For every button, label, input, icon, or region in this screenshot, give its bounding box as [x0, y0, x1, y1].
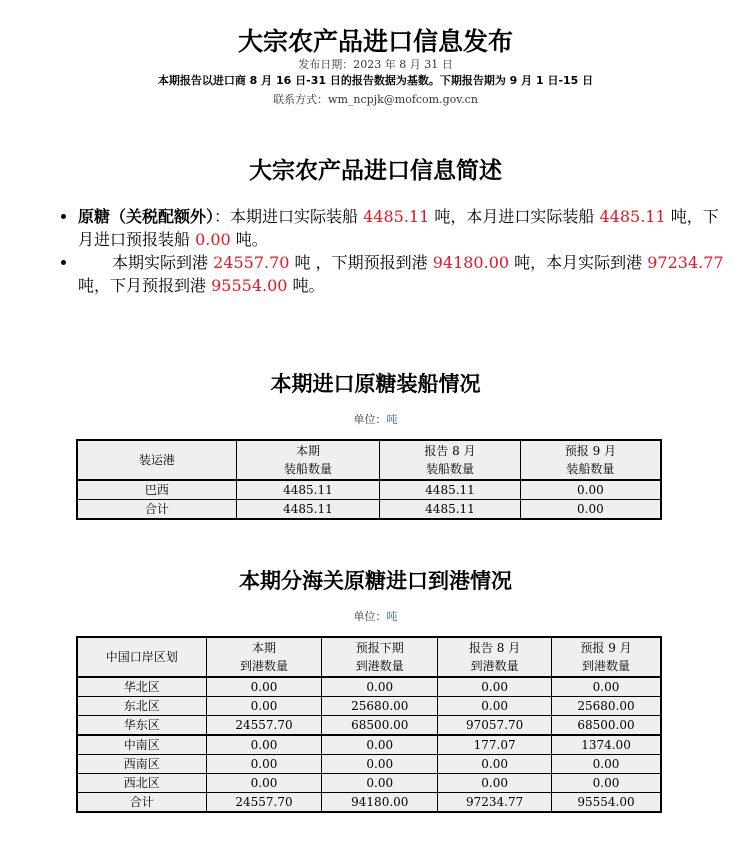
column-header-line: 本期 — [295, 444, 320, 458]
cell-value: 0.00 — [552, 677, 661, 697]
table-header-row — [77, 637, 661, 677]
cell-value: 4485.11 — [380, 480, 521, 500]
cell-value: 4485.11 — [236, 480, 380, 500]
shipping-table-title: 本期进口原糖装船情况 — [270, 372, 481, 396]
contact-info: 联系方式：wm_ncpjk@mofcom.gov.cn — [273, 93, 478, 106]
cell-value: 24557.70 — [206, 716, 322, 736]
report-period-notice: 本期报告以进口商 8 月 16 日-31 日的报告数据为基数。下期报告期为 9 月 1 日-15 日 — [157, 74, 594, 87]
cell-value: 0.00 — [520, 480, 661, 500]
column-header-line: 到港数量 — [582, 659, 631, 673]
row-label: 中南区 — [77, 735, 206, 755]
row-label: 华北区 — [77, 677, 206, 697]
arrival-table-title: 本期分海关原糖进口到港情况 — [239, 569, 512, 593]
publish-date: 发布日期：2023 年 8 月 31 日 — [298, 58, 453, 71]
cell-value: 25680.00 — [322, 697, 438, 716]
cell-value: 4485.11 — [380, 500, 521, 520]
cell-value: 0.00 — [206, 677, 322, 697]
column-header-line: 中国口岸区划 — [105, 650, 178, 664]
row-label: 西南区 — [77, 755, 206, 774]
cell-value: 0.00 — [206, 735, 322, 755]
column-header-line: 本期 — [251, 641, 276, 655]
column-header — [322, 637, 438, 677]
column-header-line: 预报 9 月 — [564, 444, 617, 458]
row-label: 东北区 — [77, 697, 206, 716]
cell-value: 0.00 — [206, 755, 322, 774]
cell-value: 97234.77 — [438, 793, 552, 813]
cell-value: 177.07 — [438, 735, 552, 755]
cell-value: 0.00 — [438, 774, 552, 793]
column-header-line: 报告 8 月 — [468, 641, 521, 655]
column-header-line: 报告 8 月 — [424, 444, 476, 458]
column-header — [438, 637, 552, 677]
row-label: 合计 — [77, 500, 236, 520]
table-row — [77, 480, 661, 500]
column-header — [552, 637, 661, 677]
cell-value: 0.00 — [322, 755, 438, 774]
summary-title: 大宗农产品进口信息简述 — [249, 158, 502, 184]
cell-value: 68500.00 — [322, 716, 438, 736]
table-row — [77, 677, 661, 697]
cell-value: 0.00 — [520, 500, 661, 520]
row-label: 西北区 — [77, 774, 206, 793]
cell-value: 4485.11 — [236, 500, 380, 520]
summary-list — [52, 205, 728, 297]
column-header — [380, 440, 521, 480]
cell-value: 1374.00 — [552, 735, 661, 755]
column-header-line: 装运港 — [138, 453, 175, 467]
table-row — [77, 774, 661, 793]
column-header-line: 装船数量 — [283, 462, 332, 476]
cell-value: 0.00 — [552, 774, 661, 793]
cell-value: 0.00 — [322, 774, 438, 793]
cell-value: 0.00 — [438, 755, 552, 774]
row-label: 合计 — [77, 793, 206, 813]
column-header — [236, 440, 380, 480]
cell-value: 25680.00 — [552, 697, 661, 716]
table-row — [77, 697, 661, 716]
cell-value: 0.00 — [322, 677, 438, 697]
cell-value: 68500.00 — [552, 716, 661, 736]
table-header-row — [77, 440, 661, 480]
cell-value: 0.00 — [552, 755, 661, 774]
summary-item-arrival: • 本期实际到港 24557.70 吨 ，下期预报到港 94180.00 吨，本月实际到港 97234.77 吨，下月预报到港 95554.00 吨。 — [78, 251, 728, 297]
arrival-unit: 单位：吨 — [353, 610, 398, 623]
column-header-line: 预报下期 — [355, 641, 404, 655]
column-header-line: 到港数量 — [355, 659, 404, 673]
cell-value: 94180.00 — [322, 793, 438, 813]
column-header-line: 到港数量 — [470, 659, 519, 673]
table-row — [77, 716, 661, 736]
cell-value: 24557.70 — [206, 793, 322, 813]
table-row — [77, 793, 661, 813]
table-row — [77, 755, 661, 774]
cell-value: 0.00 — [438, 677, 552, 697]
shipping-unit: 单位：吨 — [353, 413, 398, 426]
cell-value: 97057.70 — [438, 716, 552, 736]
cell-value: 0.00 — [206, 697, 322, 716]
table-row — [77, 500, 661, 520]
column-header-line: 装船数量 — [566, 462, 615, 476]
cell-value: 0.00 — [206, 774, 322, 793]
column-header — [520, 440, 661, 480]
cell-value: 0.00 — [322, 735, 438, 755]
row-label: 巴西 — [77, 480, 236, 500]
column-header — [77, 440, 236, 480]
column-header — [206, 637, 322, 677]
cell-value: 0.00 — [438, 697, 552, 716]
cell-value: 95554.00 — [552, 793, 661, 813]
table-row — [77, 735, 661, 755]
column-header — [77, 637, 206, 677]
shipping-table — [76, 439, 662, 520]
page-title: 大宗农产品进口信息发布 — [237, 27, 513, 56]
arrival-table — [76, 636, 662, 813]
column-header-line: 预报 9 月 — [580, 641, 632, 655]
summary-item-shipping: • 原糖（关税配额外）：本期进口实际装船 4485.11 吨，本月进口实际装船 4485.11 吨，下月进口预报装船 0.00 吨。 — [78, 205, 728, 251]
row-label: 华东区 — [77, 716, 206, 736]
column-header-line: 到港数量 — [239, 659, 288, 673]
column-header-line: 装船数量 — [425, 462, 474, 476]
